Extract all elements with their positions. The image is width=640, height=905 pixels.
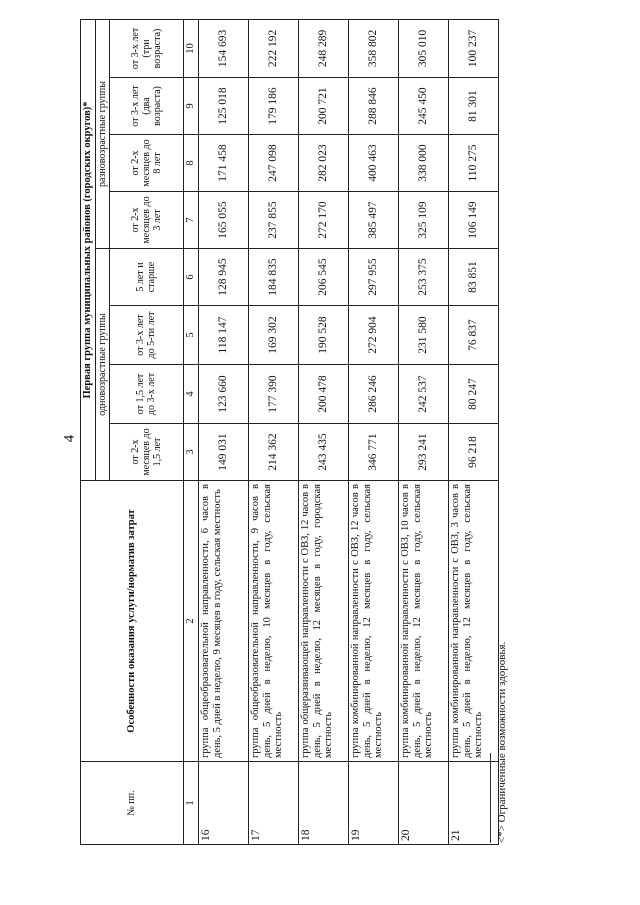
value-cell: 242 537: [398, 365, 448, 424]
value-cell: 248 289: [298, 19, 348, 77]
header-col-9: от 3-х лет (два возраста): [109, 78, 183, 135]
value-cell: 125 018: [198, 78, 248, 135]
index-cell: 1: [183, 762, 198, 845]
value-cell: 325 109: [398, 192, 448, 249]
header-feature: Особенности оказания услуги/норматив затрат: [81, 481, 184, 762]
header-col-3: от 2-х месяцев до 1,5 лет: [109, 424, 183, 481]
index-cell: 4: [183, 365, 198, 424]
header-col-5: от 3-х лет до 5-ти лет: [109, 306, 183, 365]
page-number: 4: [61, 434, 78, 443]
index-cell: 8: [183, 135, 198, 192]
value-cell: 237 855: [248, 192, 298, 249]
value-cell: 81 301: [448, 78, 498, 135]
cost-norms-table: [80, 19, 499, 845]
value-cell: 272 170: [298, 192, 348, 249]
row-number: 17: [248, 762, 298, 845]
value-cell: 338 000: [398, 135, 448, 192]
value-cell: 100 237: [448, 19, 498, 77]
table-row: [248, 19, 298, 844]
table-row: [448, 19, 498, 844]
value-cell: 200 478: [298, 365, 348, 424]
index-cell: 9: [183, 78, 198, 135]
value-cell: 231 580: [398, 306, 448, 365]
table-row: [348, 19, 398, 844]
value-cell: 282 023: [298, 135, 348, 192]
value-cell: 83 851: [448, 249, 498, 306]
value-cell: 171 458: [198, 135, 248, 192]
index-cell: 7: [183, 192, 198, 249]
header-col-10: от 3-х лет (три возраста): [109, 19, 183, 77]
value-cell: 96 218: [448, 424, 498, 481]
value-cell: 288 846: [348, 78, 398, 135]
footnote-separator: [490, 753, 491, 843]
value-cell: 179 186: [248, 78, 298, 135]
value-cell: 385 497: [348, 192, 398, 249]
value-cell: 253 375: [398, 249, 448, 306]
value-cell: 80 247: [448, 365, 498, 424]
value-cell: 177 390: [248, 365, 298, 424]
footnote-text: <*> Ограниченные возможности здоровья.: [496, 641, 508, 843]
row-description: группа комбинированной направленности с ОВЗ, 12 часов в день, 5 дней в неделю, 12 месяцев в году, сельская местность: [348, 481, 398, 762]
value-cell: 247 098: [248, 135, 298, 192]
header-group-title: Первая группа муниципальных районов (городских округов)*: [81, 19, 96, 480]
value-cell: 149 031: [198, 424, 248, 481]
row-description: группа общеобразовательной направленности, 6 часов в день, 5 дней в неделю, 9 месяцев в году, сельская местность: [198, 481, 248, 762]
header-col-7: от 2-х месяцев до 3 лет: [109, 192, 183, 249]
table-row: [398, 19, 448, 844]
row-number: 19: [348, 762, 398, 845]
value-cell: 76 837: [448, 306, 498, 365]
value-cell: 190 528: [298, 306, 348, 365]
header-col-8: от 2-х месяцев до 8 лет: [109, 135, 183, 192]
header-number: № пп.: [81, 762, 184, 845]
rotated-page-content: [80, 20, 620, 845]
row-number: 16: [198, 762, 248, 845]
value-cell: 286 246: [348, 365, 398, 424]
index-cell: 6: [183, 249, 198, 306]
row-description: группа общеобразовательной направленности, 9 часов в день, 5 дней в неделю, 10 месяцев в году, сельская местность: [248, 481, 298, 762]
row-number: 20: [398, 762, 448, 845]
table-row: [298, 19, 348, 844]
value-cell: 128 945: [198, 249, 248, 306]
value-cell: 297 955: [348, 249, 398, 306]
value-cell: 165 055: [198, 192, 248, 249]
value-cell: 305 010: [398, 19, 448, 77]
value-cell: 358 802: [348, 19, 398, 77]
value-cell: 118 147: [198, 306, 248, 365]
value-cell: 154 693: [198, 19, 248, 77]
row-number: 21: [448, 762, 498, 845]
index-cell: 3: [183, 424, 198, 481]
value-cell: 293 241: [398, 424, 448, 481]
value-cell: 123 660: [198, 365, 248, 424]
value-cell: 214 362: [248, 424, 298, 481]
value-cell: 200 721: [298, 78, 348, 135]
value-cell: 206 545: [298, 249, 348, 306]
value-cell: 400 463: [348, 135, 398, 192]
index-cell: 10: [183, 19, 198, 77]
row-number: 18: [298, 762, 348, 845]
value-cell: 272 904: [348, 306, 398, 365]
value-cell: 169 302: [248, 306, 298, 365]
value-cell: 243 435: [298, 424, 348, 481]
index-cell: 2: [183, 481, 198, 762]
row-description: группа комбинированной направленности с ОВЗ, 10 часов в день, 5 дней в неделю, 12 месяцев в году, сельская местность: [398, 481, 448, 762]
value-cell: 245 450: [398, 78, 448, 135]
value-cell: 184 835: [248, 249, 298, 306]
value-cell: 222 192: [248, 19, 298, 77]
row-description: группа комбинированной направленности с ОВЗ, 3 часов в день, 5 дней в неделю, 12 месяцев в году, сельская местность: [448, 481, 498, 762]
value-cell: 106 149: [448, 192, 498, 249]
value-cell: 346 771: [348, 424, 398, 481]
value-cell: 110 275: [448, 135, 498, 192]
header-same-age: одновозрастные группы: [95, 249, 109, 481]
header-mixed-age: разновозрастные группы: [95, 19, 109, 248]
header-col-6: 5 лет и старше: [109, 249, 183, 306]
table-row: [198, 19, 248, 844]
header-col-4: от 1,5 лет до 3-х лет: [109, 365, 183, 424]
footnote: [496, 642, 508, 843]
index-cell: 5: [183, 306, 198, 365]
row-description: группа общеразвивающей направленности с ОВЗ, 12 часов в день, 5 дней в неделю, 12 месяцев в году, городская местность: [298, 481, 348, 762]
